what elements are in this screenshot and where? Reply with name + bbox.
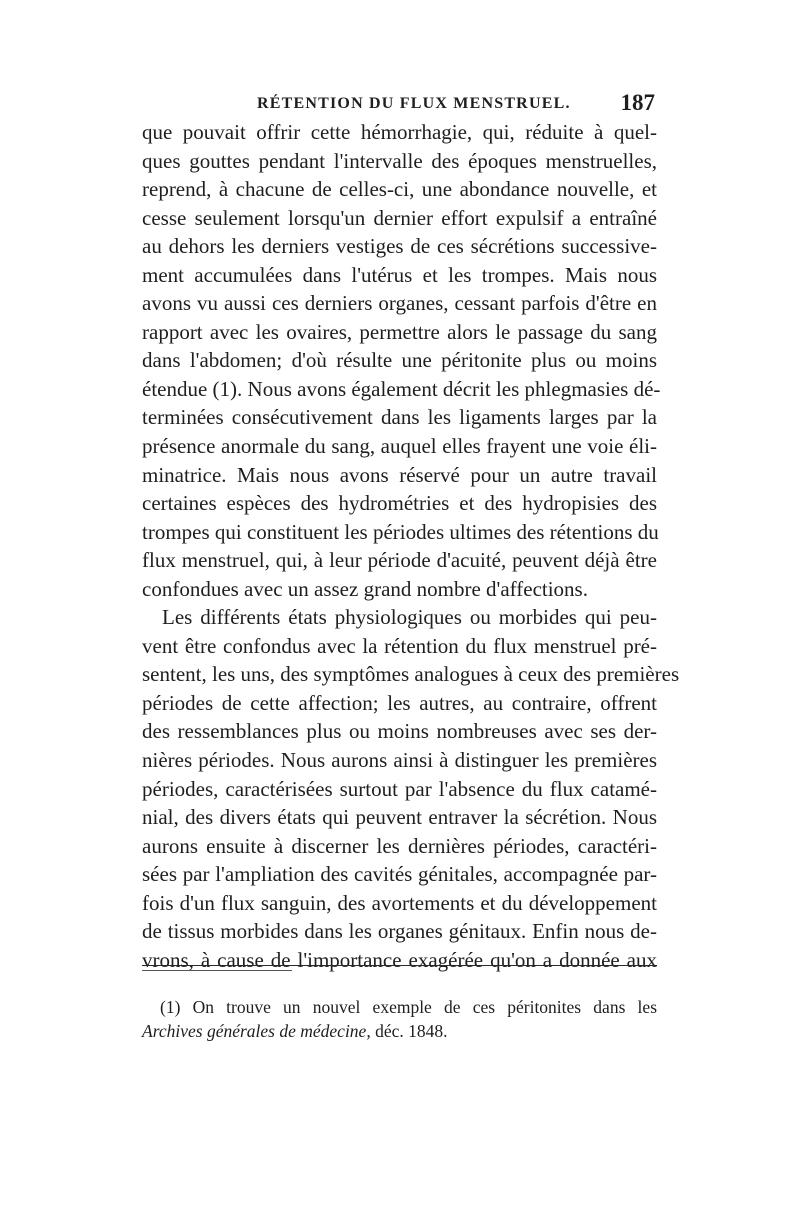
text-line: Les différents états physiologiques ou morbides qui peu- bbox=[162, 605, 657, 630]
footnote-line: (1) On trouve un nouvel exemple de ces péritonites dans les bbox=[160, 997, 657, 1017]
running-title: RÉTENTION DU FLUX MENSTRUEL. bbox=[257, 95, 571, 112]
text-line: présence anormale du sang, auquel elles frayent une voie éli- bbox=[142, 434, 657, 459]
text-line: confondues avec un assez grand nombre d'affections. bbox=[142, 576, 588, 601]
text-line: périodes de cette affection; les autres, au contraire, offrent bbox=[142, 690, 657, 715]
text-line: sées par l'ampliation des cavités génitales, accompagnée par- bbox=[142, 862, 657, 887]
text-line: vent être confondus avec la rétention du flux menstruel pré- bbox=[142, 633, 657, 658]
text-line: nières périodes. Nous aurons ainsi à distinguer les premières bbox=[142, 748, 657, 773]
footnote bbox=[142, 995, 657, 1043]
text-line: reprend, à chacune de celles-ci, une abondance nouvelle, et bbox=[142, 177, 657, 202]
text-line: dans l'abdomen; d'où résulte une péritonite plus ou moins bbox=[142, 348, 657, 373]
footnote-date: déc. 1848. bbox=[370, 1021, 448, 1041]
text-line: ques gouttes pendant l'intervalle des époques menstruelles, bbox=[142, 148, 657, 173]
running-header bbox=[142, 90, 657, 120]
footnote-separator-short bbox=[142, 970, 292, 971]
body-text bbox=[142, 118, 680, 974]
text-line: que pouvait offrir cette hémorrhagie, qui, réduite à quel- bbox=[142, 120, 657, 144]
footnote-citation: Archives générales de médecine, bbox=[142, 1021, 371, 1041]
text-line: flux menstruel, qui, à leur période d'acuité, peuvent déjà être bbox=[142, 548, 657, 573]
text-line: fois d'un flux sanguin, des avortements et du développement bbox=[142, 890, 657, 915]
text-line: minatrice. Mais nous avons réservé pour un autre travail bbox=[142, 462, 657, 487]
footnote-line bbox=[142, 1019, 657, 1043]
text-line: certaines espèces des hydrométries et des hydropisies des bbox=[142, 491, 657, 516]
text-line: des ressemblances plus ou moins nombreuses avec ses der- bbox=[142, 719, 657, 744]
text-line: terminées consécutivement dans les ligaments larges par la bbox=[142, 405, 657, 430]
text-line: au dehors les derniers vestiges de ces sécrétions successive- bbox=[142, 234, 657, 259]
page-number: 187 bbox=[620, 90, 655, 115]
text-line: ment accumulées dans l'utérus et les trompes. Mais nous bbox=[142, 262, 657, 287]
footnote-separator bbox=[142, 965, 657, 966]
text-line: rapport avec les ovaires, permettre alors le passage du sang bbox=[142, 319, 657, 344]
text-line: cesse seulement lorsqu'un dernier effort expulsif a entraîné bbox=[142, 205, 657, 230]
text-line: vrons, à cause de l'importance exagérée qu'on a donnée aux bbox=[142, 947, 657, 972]
text-line: périodes, caractérisées surtout par l'absence du flux catamé- bbox=[142, 776, 657, 801]
text-line: nial, des divers états qui peuvent entraver la sécrétion. Nous bbox=[142, 805, 657, 830]
text-line: sentent, les uns, des symptômes analogues à ceux des premières bbox=[142, 662, 680, 687]
text-line: étendue (1). Nous avons également décrit les phlegmasies dé- bbox=[142, 376, 661, 401]
text-line: de tissus morbides dans les organes génitaux. Enfin nous de- bbox=[142, 919, 657, 944]
text-line: trompes qui constituent les périodes ultimes des rétentions du bbox=[142, 519, 659, 544]
text-line: avons vu aussi ces derniers organes, cessant parfois d'être en bbox=[142, 291, 657, 316]
text-line: aurons ensuite à discerner les dernières périodes, caractéri- bbox=[142, 833, 657, 858]
